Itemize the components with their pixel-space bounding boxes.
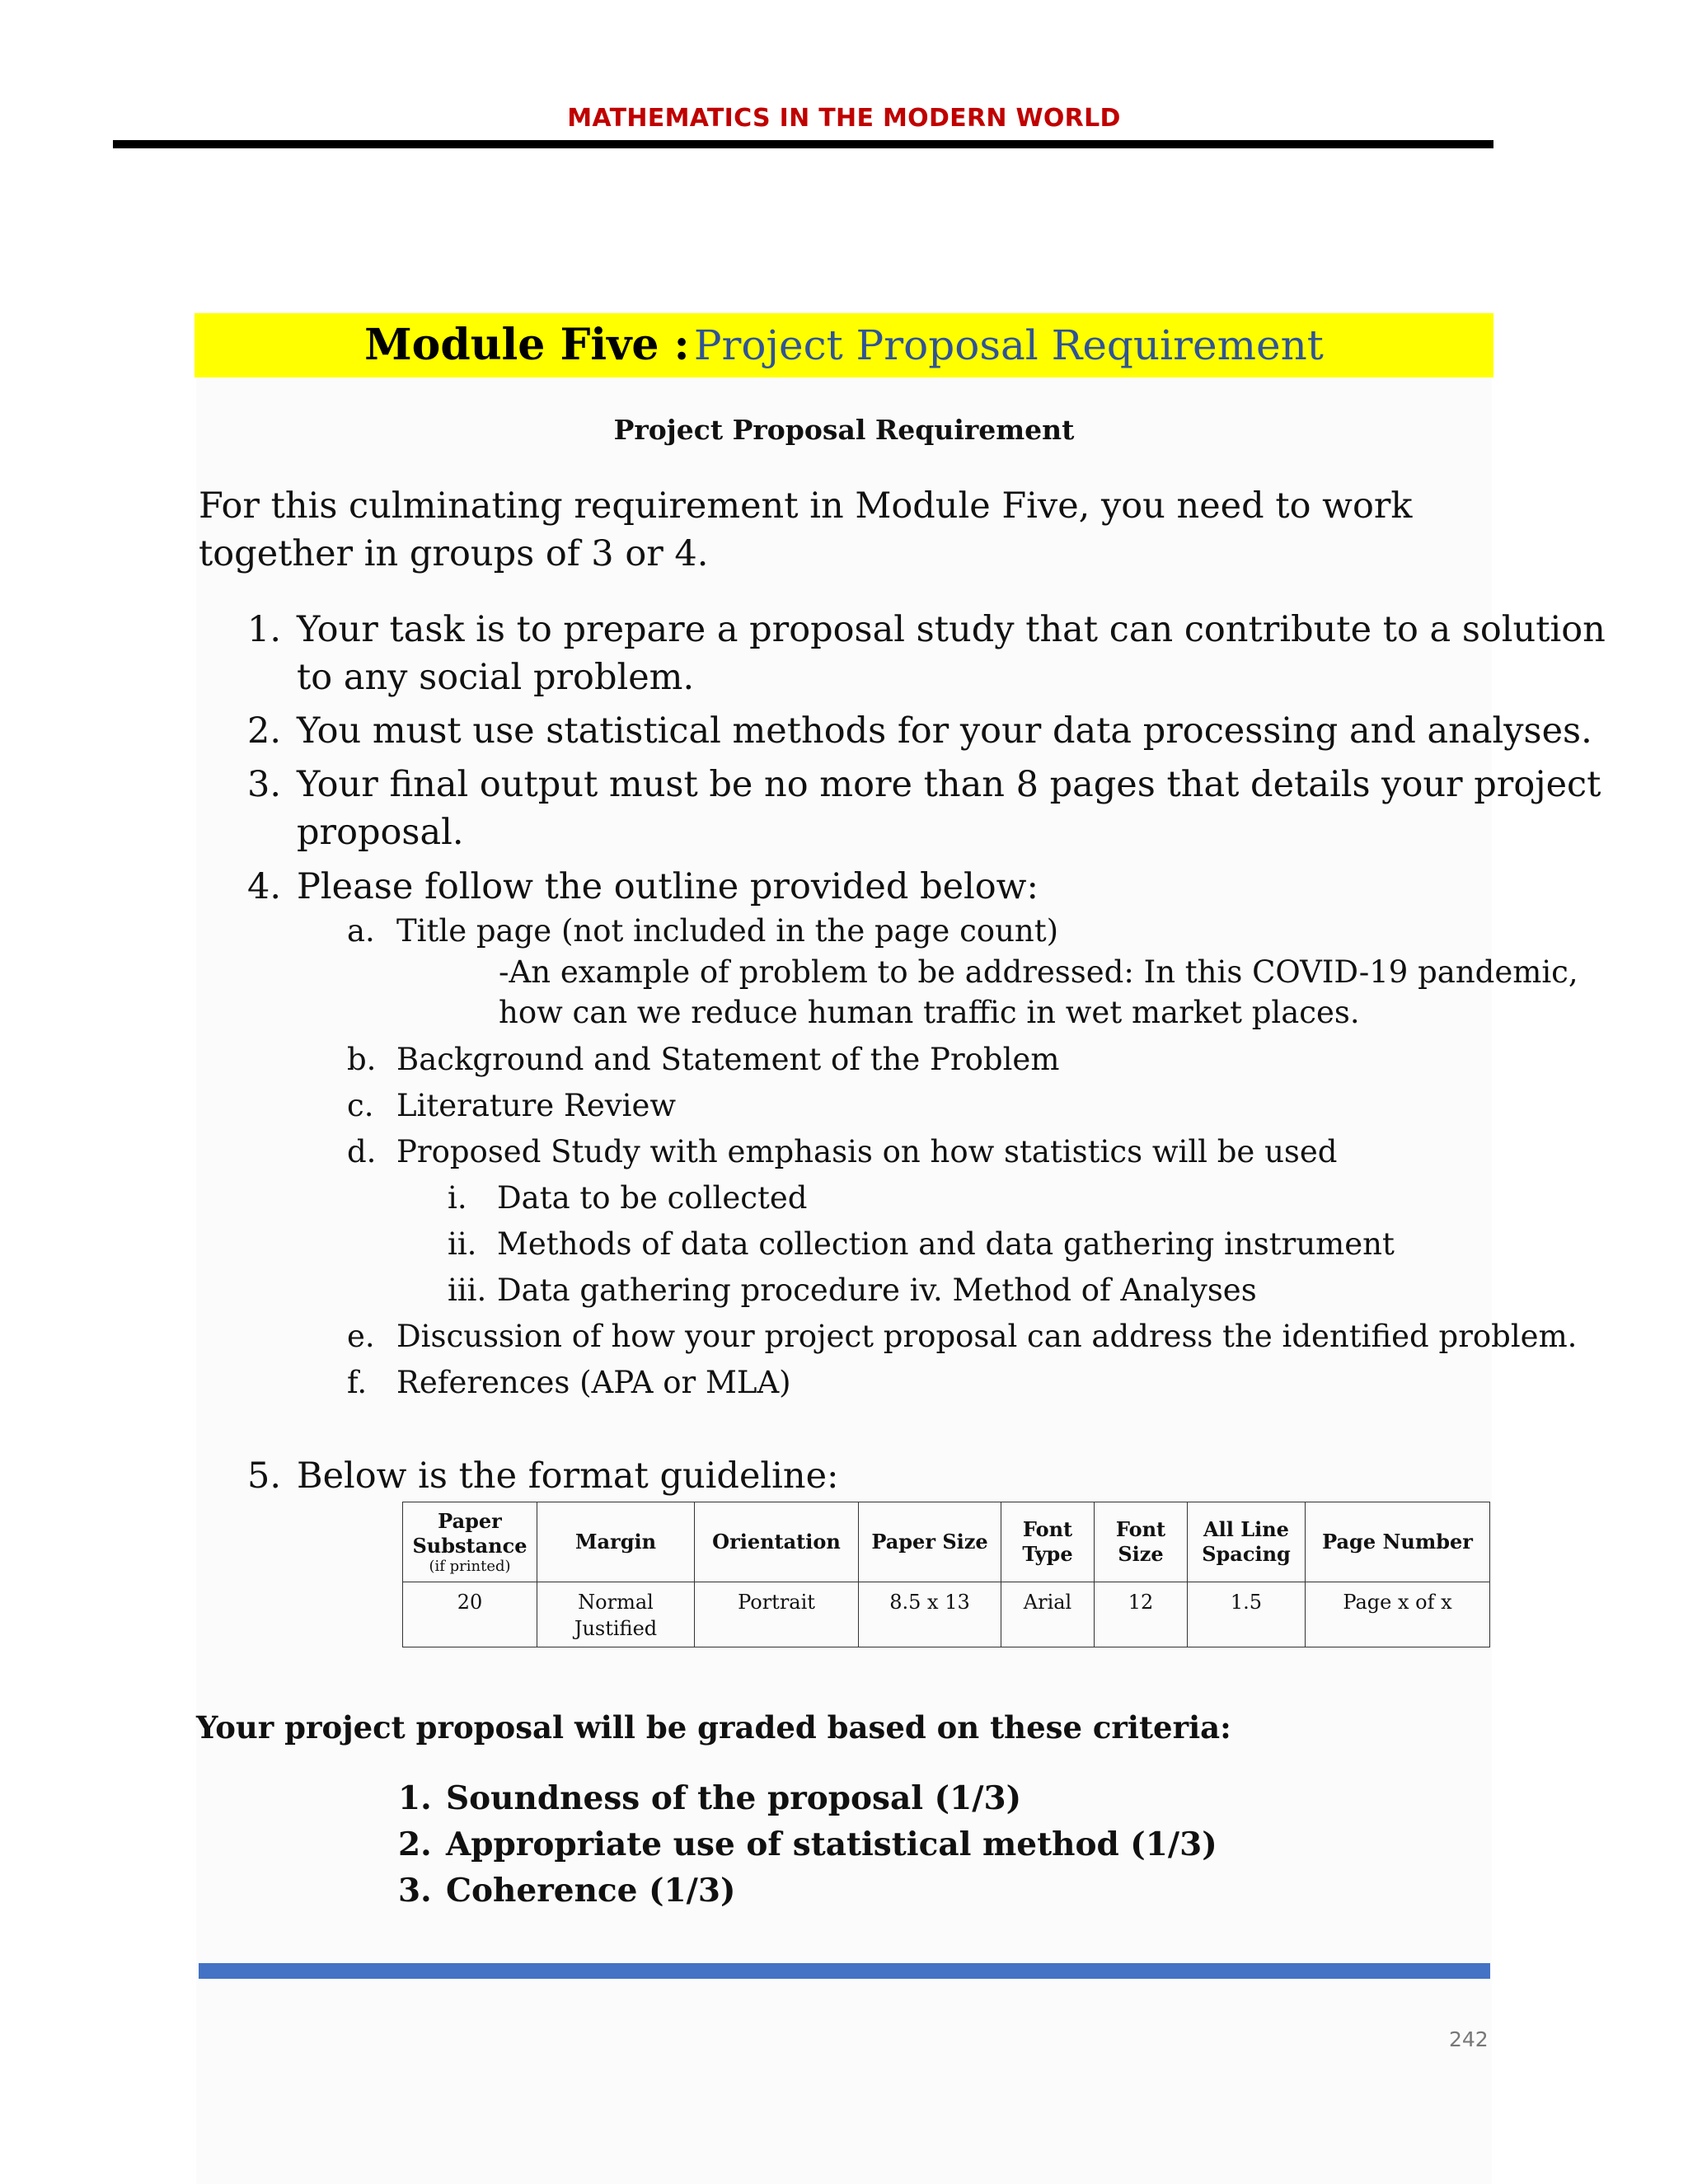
example-note-line-1: -An example of problem to be addressed: In this COVID-19 pandemic, — [499, 954, 1578, 990]
task-text: Your final output must be no more than 8 pages that details your project — [297, 764, 1601, 805]
criteria-text: Soundness of the proposal (1/3) — [446, 1779, 1022, 1817]
format-guideline-table — [402, 1502, 1490, 1647]
outline-text: Literature Review — [396, 1088, 677, 1123]
outline-text: Proposed Study with emphasis on how statistics will be used — [396, 1134, 1338, 1169]
outline-letter: f. — [347, 1365, 368, 1400]
header-font-type: Font Type — [1001, 1502, 1095, 1582]
cell-page-number: Page x of x — [1306, 1582, 1490, 1647]
outline-text: Background and Statement of the Problem — [396, 1042, 1060, 1077]
task-number: 3. — [247, 764, 282, 805]
criteria-number: 3. — [398, 1872, 432, 1910]
criteria-number: 1. — [398, 1779, 432, 1817]
task-text: Your task is to prepare a proposal study that can contribute to a solution — [297, 609, 1606, 650]
task-number: 2. — [247, 710, 282, 752]
running-header: MATHEMATICS IN THE MODERN WORLD — [567, 104, 1121, 133]
header-margin: Margin — [537, 1502, 695, 1582]
outline-letter: d. — [347, 1134, 377, 1169]
module-banner — [195, 313, 1493, 377]
outline-roman: ii. — [448, 1226, 477, 1262]
footer-rule — [199, 1963, 1490, 1979]
example-note-line-2: how can we reduce human traffic in wet market places. — [499, 995, 1360, 1030]
criteria-number: 2. — [398, 1825, 432, 1863]
header-orientation: Orientation — [695, 1502, 859, 1582]
criteria-text: Appropriate use of statistical method (1/3) — [446, 1825, 1217, 1863]
outline-letter: e. — [347, 1319, 375, 1354]
table-row — [403, 1582, 1490, 1647]
criteria-heading: Your project proposal will be graded based on these criteria: — [196, 1709, 1231, 1746]
outline-text: Data gathering procedure iv. Method of Analyses — [497, 1272, 1257, 1308]
task-text: Below is the format guideline: — [297, 1455, 839, 1497]
cell-line-spacing: 1.5 — [1188, 1582, 1306, 1647]
task-text-continued: proposal. — [297, 812, 464, 853]
header-line-spacing: All Line Spacing — [1188, 1502, 1306, 1582]
cell-font-size: 12 — [1095, 1582, 1188, 1647]
header-paper-substance: Paper Substance (if printed) — [403, 1502, 537, 1582]
header-note: (if printed) — [429, 1558, 511, 1575]
header-page-number: Page Number — [1306, 1502, 1490, 1582]
outline-text: Methods of data collection and data gathering instrument — [497, 1226, 1395, 1262]
outline-letter: c. — [347, 1088, 374, 1123]
cell-font-type: Arial — [1001, 1582, 1095, 1647]
page-number: 242 — [1449, 2027, 1489, 2051]
task-text: You must use statistical methods for your data processing and analyses. — [297, 710, 1592, 752]
intro-paragraph: For this culminating requirement in Module Five, you need to work together in groups of 3 or 4. — [199, 485, 1413, 574]
outline-text: Data to be collected — [497, 1180, 808, 1216]
module-label: Module Five : — [364, 320, 690, 370]
outline-roman: iii. — [448, 1272, 487, 1308]
task-text: Please follow the outline provided below: — [297, 866, 1039, 907]
cell-paper-substance: 20 — [403, 1582, 537, 1647]
table-header-row — [403, 1502, 1490, 1582]
cell-paper-size: 8.5 x 13 — [859, 1582, 1001, 1647]
task-number: 1. — [247, 609, 282, 650]
header-rule — [113, 140, 1493, 148]
header-font-size: Font Size — [1095, 1502, 1188, 1582]
criteria-text: Coherence (1/3) — [446, 1872, 736, 1910]
outline-text: Title page (not included in the page count) — [396, 913, 1059, 949]
module-title: Project Proposal Requirement — [693, 321, 1324, 369]
outline-roman: i. — [448, 1180, 467, 1216]
header-paper-size: Paper Size — [859, 1502, 1001, 1582]
outline-letter: b. — [347, 1042, 377, 1077]
task-number: 4. — [247, 866, 282, 907]
outline-letter: a. — [347, 913, 375, 949]
cell-margin: Normal Justified — [537, 1582, 695, 1647]
outline-text: Discussion of how your project proposal can address the identified problem. — [396, 1319, 1578, 1354]
cell-orientation: Portrait — [695, 1582, 859, 1647]
section-title: Project Proposal Requirement — [613, 414, 1075, 446]
task-text-continued: to any social problem. — [297, 657, 695, 698]
task-number: 5. — [247, 1455, 282, 1497]
outline-text: References (APA or MLA) — [396, 1365, 791, 1400]
